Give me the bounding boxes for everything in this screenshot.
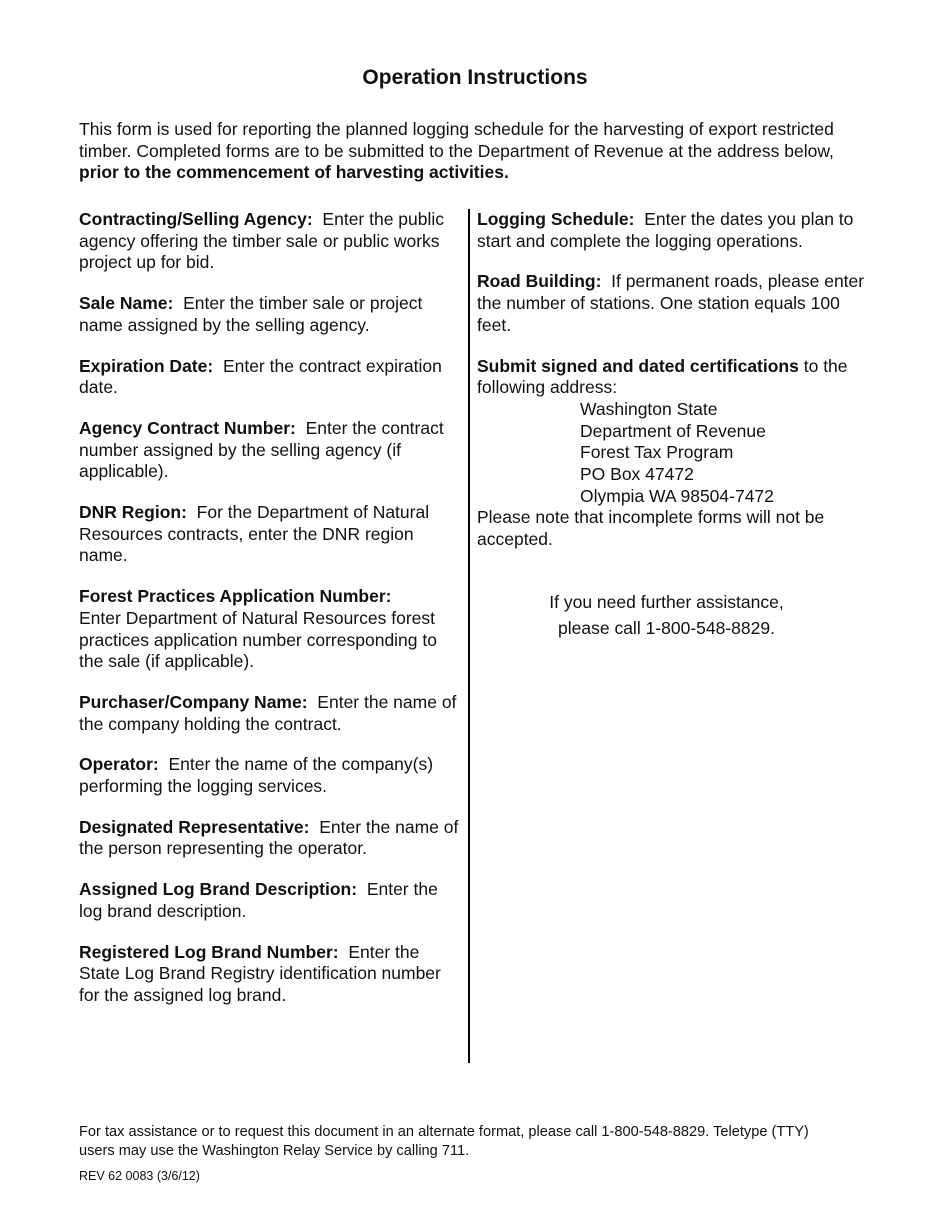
instruction-term: Assigned Log Brand Description: xyxy=(79,879,358,900)
incomplete-forms-note: Please note that incomplete forms will not be accepted. xyxy=(477,507,825,550)
instruction-term: DNR Region: xyxy=(79,502,187,523)
address-line: Department of Revenue xyxy=(580,420,766,441)
instruction-term: Designated Representative: xyxy=(79,816,310,837)
instruction-description: Enter the dates you plan to start and complete the logging operations. xyxy=(477,209,854,251)
instruction-contracting-agency xyxy=(79,209,459,274)
right-column xyxy=(477,209,872,641)
instruction-term: Expiration Date: xyxy=(79,355,214,376)
submit-instruction xyxy=(477,356,872,399)
intro-paragraph xyxy=(79,119,869,184)
instruction-description: Enter the name of the company(s) performing the logging services. xyxy=(79,754,434,797)
instruction-dnr-region xyxy=(79,502,459,567)
instruction-sale-name xyxy=(79,293,459,336)
instruction-description: Enter the name of the company holding the contract. xyxy=(79,691,457,734)
instruction-term: Registered Log Brand Number: xyxy=(79,941,339,962)
footer-note: For tax assistance or to request this document in an alternate format, please call 1-800-548-8829. Teletype (TTY) users may use the Washington Relay Service by calling 711. xyxy=(79,1124,809,1159)
instruction-description: Enter the public agency offering the timber sale or public works project up for bid. xyxy=(79,209,445,273)
instruction-term: Road Building: xyxy=(477,271,602,292)
address-line: Forest Tax Program xyxy=(580,442,734,463)
assistance-message xyxy=(477,589,872,641)
instruction-description: For the Department of Natural Resources contracts, enter the DNR region name. xyxy=(79,502,430,566)
intro-text: This form is used for reporting the planned logging schedule for the harvesting of export restricted timber. Completed forms are to be submitted to the Department of Revenue at the address below, xyxy=(79,119,834,161)
page-title: Operation Instructions xyxy=(362,66,588,89)
assistance-line-1: If you need further assistance, xyxy=(549,591,784,612)
instruction-agency-contract-number xyxy=(79,418,459,483)
column-divider xyxy=(468,209,470,1063)
instruction-description: If permanent roads, please enter the number of stations. One station equals 100 feet. xyxy=(477,271,865,335)
assistance-line-2: please call 1-800-548-8829. xyxy=(558,617,775,638)
instruction-log-brand-description xyxy=(79,879,459,922)
instruction-description: Enter the State Log Brand Registry identification number for the assigned log brand. xyxy=(79,941,441,1005)
instruction-term: Logging Schedule: xyxy=(477,209,635,229)
instruction-term: Agency Contract Number: xyxy=(79,417,296,438)
instruction-designated-representative xyxy=(79,817,459,860)
left-column xyxy=(79,209,459,1026)
instruction-term: Sale Name: xyxy=(79,293,174,314)
instruction-forest-practices-number xyxy=(79,586,459,673)
instruction-description: Enter the name of the person representing the operator. xyxy=(79,816,459,859)
address-line: PO Box 47472 xyxy=(580,464,694,485)
instruction-term: Contracting/Selling Agency: xyxy=(79,209,313,229)
address-line: Washington State xyxy=(580,398,718,419)
instruction-description: Enter the contract number assigned by the selling agency (if applicable). xyxy=(79,417,444,482)
submit-text: to the following address: xyxy=(477,355,848,398)
instruction-term: Operator: xyxy=(79,754,159,775)
instruction-road-building xyxy=(477,271,872,336)
instruction-logging-schedule xyxy=(477,209,872,252)
instruction-purchaser-company xyxy=(79,692,459,735)
instruction-term: Forest Practices Application Number: xyxy=(79,586,392,607)
instruction-term: Purchaser/Company Name: xyxy=(79,691,308,712)
instruction-operator xyxy=(79,754,459,797)
instruction-description: Enter Department of Natural Resources forest practices application number corresponding to the sale (if applicable). xyxy=(79,607,437,672)
submit-bold-text: Submit signed and dated certifications xyxy=(477,355,799,376)
instruction-description: Enter the contract expiration date. xyxy=(79,355,442,398)
form-revision-id: REV 62 0083 (3/6/12) xyxy=(79,1169,200,1183)
intro-bold-text: prior to the commencement of harvesting activities. xyxy=(79,162,509,183)
instruction-description: Enter the timber sale or project name assigned by the selling agency. xyxy=(79,293,423,335)
instruction-log-brand-number xyxy=(79,942,459,1007)
instruction-expiration-date xyxy=(79,356,459,399)
instruction-description: Enter the log brand description. xyxy=(79,879,438,921)
mailing-address xyxy=(580,399,872,508)
address-line: Olympia WA 98504-7472 xyxy=(580,485,774,506)
